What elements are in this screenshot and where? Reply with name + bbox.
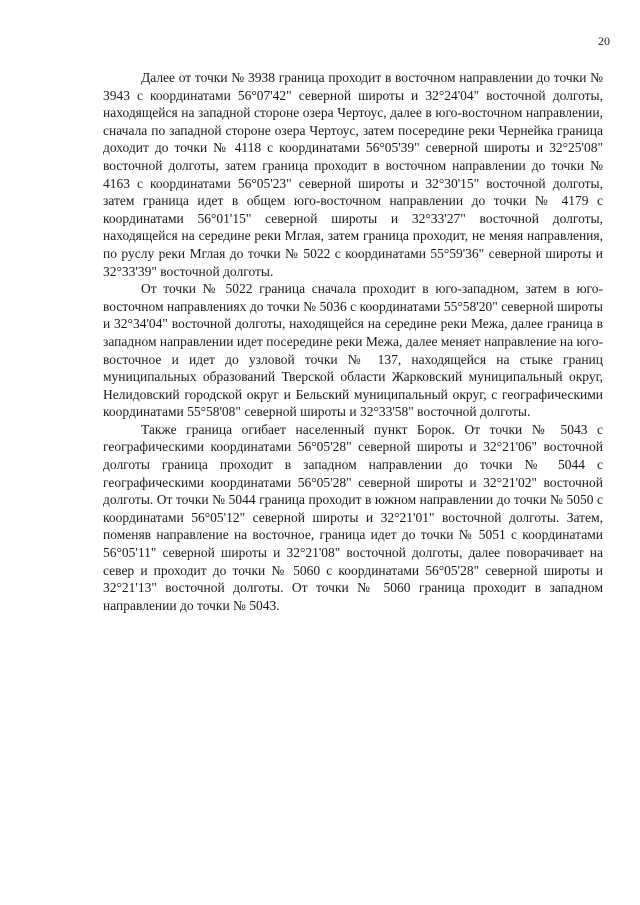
- page-number: 20: [598, 34, 610, 48]
- paragraph-3: Также граница огибает населенный пункт Борок. От точки № 5043 с географическими координатами 56°05'28" северной широты и 32°21'06" восточной долготы граница проходит в западном направлении до точки № 5044 с географическими координатами 56°05'28" северной широты и 32°21'02" восточной долготы. От точки № 5044 граница проходит в южном направлении до точки № 5050 с координатами 56°05'12" северной широты и 32°21'01" восточной долготы. Затем, поменяв направление на восточное, граница идет до точки № 5051 с координатами 56°05'11" северной широты и 32°21'08" восточной долготы, далее поворачивает на север и проходит до точки № 5060 с координатами 56°05'28" северной широты и 32°21'13" восточной долготы. От точки № 5060 граница проходит в западном направлении до точки № 5043.: [103, 421, 603, 613]
- paragraph-1: Далее от точки № 3938 граница проходит в восточном направлении до точки № 3943 с координатами 56°07'42" северной широты и 32°24'04" восточной долготы, находящейся на западной стороне озера Чертоус, далее в юго-восточном направлении, сначала по западной стороне озера Чертоус, затем посередине реки Чернейка граница доходит до точки № 4118 с координатами 56°05'39" северной широты и 32°25'08" восточной долготы, затем граница проходит в восточном направлении до точки № 4163 с координатами 56°05'23" северной широты и 32°30'15" восточной долготы, затем граница идет в общем юго-восточном направлении до точки № 4179 с координатами 56°01'15" северной широты и 32°33'27" восточной долготы, находящейся на середине реки Мглая, затем граница проходит, не меняя направления, по руслу реки Мглая до точки № 5022 с координатами 55°59'36" северной широты и 32°33'39" восточной долготы.: [103, 70, 603, 279]
- document-body: [103, 69, 603, 614]
- paragraph-2: От точки № 5022 граница сначала проходит в юго-западном, затем в юго-восточном направлениях до точки № 5036 с координатами 55°58'20" северной широты и 32°34'04" восточной долготы, находящейся на середине реки Межа, далее граница в западном направлении идет посередине реки Межа, далее меняет направление на юго-восточное и идет до узловой точки № 137, находящейся на стыке границ муниципальных образований Тверской области Жарковский муниципальный округ, Нелидовский городской округ и Бельский муниципальный округ, с географическими координатами 55°58'08" северной широты и 32°33'58" восточной долготы.: [103, 281, 603, 420]
